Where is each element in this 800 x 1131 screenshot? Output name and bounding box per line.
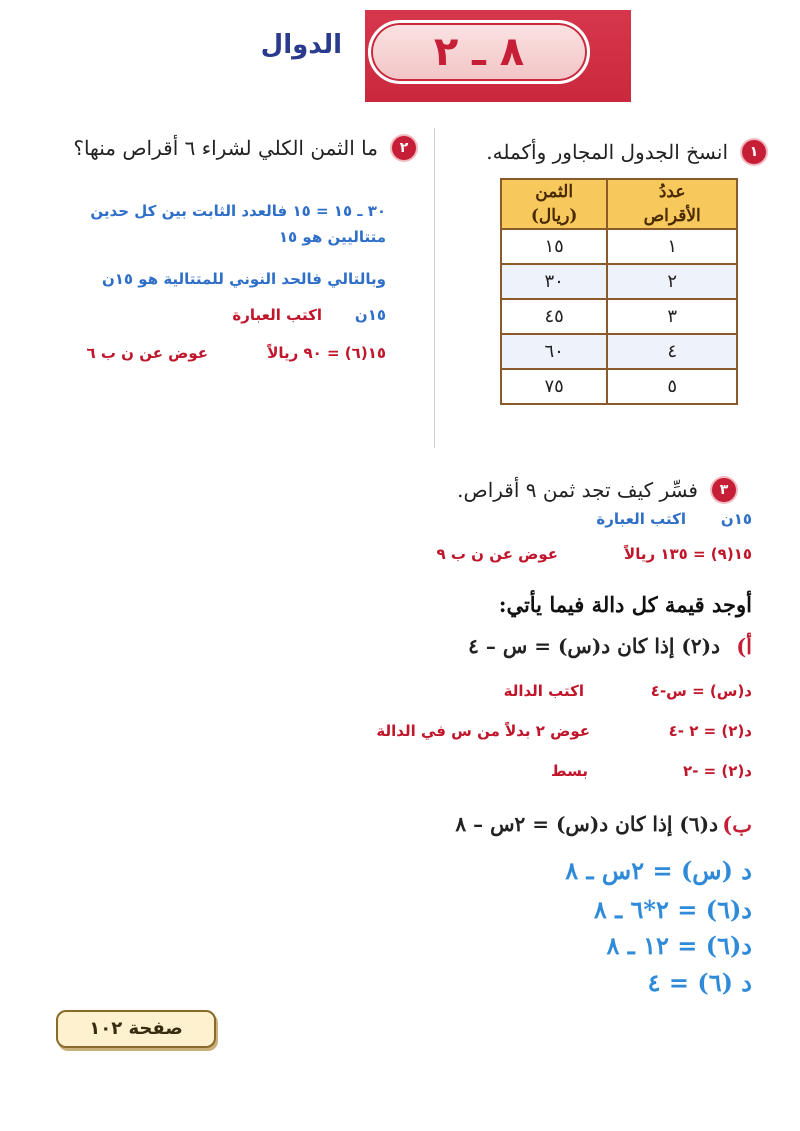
q2-solution-line2: متتاليين هو ١٥ xyxy=(278,228,386,246)
cell-count: ٤ xyxy=(607,334,737,369)
table-row xyxy=(501,334,737,369)
question-1-number: ١ xyxy=(742,140,766,164)
header-count-line1: عددُ xyxy=(658,182,686,202)
part-b-step3: د(٦) = ١٢ ـ ٨ xyxy=(606,931,752,960)
part-a-step3-note: بسط xyxy=(551,762,588,780)
column-divider xyxy=(434,128,435,448)
cell-count: ٣ xyxy=(607,299,737,334)
part-a-question: د(٢) إذا كان د(س) = س – ٤ xyxy=(468,634,720,658)
part-b-label: ب) xyxy=(722,812,752,837)
section-heading: أوجد قيمة كل دالة فيما يأتي: xyxy=(498,592,752,617)
q3-answer-expr: ١٥(٩) = ١٣٥ ريالاً xyxy=(624,545,752,563)
header-count-line2: الأقراص xyxy=(643,206,701,226)
page-number: صفحة ١٠٢ xyxy=(89,1018,183,1039)
q2-solution-line1: ٣٠ ـ ١٥ = ١٥ فالعدد الثابت بين كل حدين xyxy=(90,202,386,220)
q2-solution-expr: ١٥ن xyxy=(354,306,386,324)
header-price-line1: الثمن xyxy=(535,182,574,202)
q3-solution-note: اكتب العبارة xyxy=(596,510,686,528)
table-row xyxy=(501,299,737,334)
question-2-number: ٢ xyxy=(392,136,416,160)
part-a-step2-note: عوض ٢ بدلاً من س في الدالة xyxy=(376,722,590,740)
part-b-step1: د (س) = ٢س ـ ٨ xyxy=(565,856,752,885)
part-a-step2-expr: د(٢) = ٢ -٤ xyxy=(668,722,752,740)
header-price xyxy=(501,179,607,229)
table-header-row xyxy=(501,179,737,229)
question-1-text: انسخ الجدول المجاور وأكمله. xyxy=(486,140,728,164)
table-row xyxy=(501,264,737,299)
question-3-text: فسِّر كيف تجد ثمن ٩ أقراص. xyxy=(457,478,698,502)
q2-answer-expr: ١٥(٦) = ٩٠ ريالاً xyxy=(267,344,386,362)
header-price-line2: (ريال) xyxy=(530,206,578,226)
part-a-step1-note: اكتب الدالة xyxy=(503,682,584,700)
table-row xyxy=(501,229,737,264)
cell-count: ٢ xyxy=(607,264,737,299)
cell-count: ٥ xyxy=(607,369,737,404)
lesson-number: ٨ ـ ٢ xyxy=(433,29,525,75)
table-row xyxy=(501,369,737,404)
cell-count: ١ xyxy=(607,229,737,264)
price-table xyxy=(500,178,738,405)
q2-answer-note: عوض عن ن ب ٦ xyxy=(86,344,208,362)
lesson-title: الدوال xyxy=(260,30,342,60)
part-a-step3-expr: د(٢) = -٢ xyxy=(683,762,752,780)
part-b-question: د(٦) إذا كان د(س) = ٢س – ٨ xyxy=(455,812,718,836)
cell-price: ٤٥ xyxy=(501,299,607,334)
question-2-text: ما الثمن الكلي لشراء ٦ أقراص منها؟ xyxy=(73,136,378,160)
cell-price: ١٥ xyxy=(501,229,607,264)
q2-solution-note: اكتب العبارة xyxy=(232,306,322,324)
q3-answer-note: عوض عن ن ب ٩ xyxy=(436,545,558,563)
part-b-step2: د(٦) = ٢*٦ ـ ٨ xyxy=(593,895,752,924)
part-a-label: أ) xyxy=(736,634,752,659)
part-a-step1-expr: د(س) = س-٤ xyxy=(650,682,752,700)
header-count xyxy=(607,179,737,229)
q3-solution-expr: ١٥ن xyxy=(720,510,752,528)
cell-price: ٦٠ xyxy=(501,334,607,369)
part-b-step4: د (٦) = ٤ xyxy=(647,968,752,997)
cell-price: ٣٠ xyxy=(501,264,607,299)
question-3-number: ٣ xyxy=(712,478,736,502)
cell-price: ٧٥ xyxy=(501,369,607,404)
q2-solution-line3: وبالتالي فالحد النوني للمتتالية هو ١٥ن xyxy=(101,270,386,288)
